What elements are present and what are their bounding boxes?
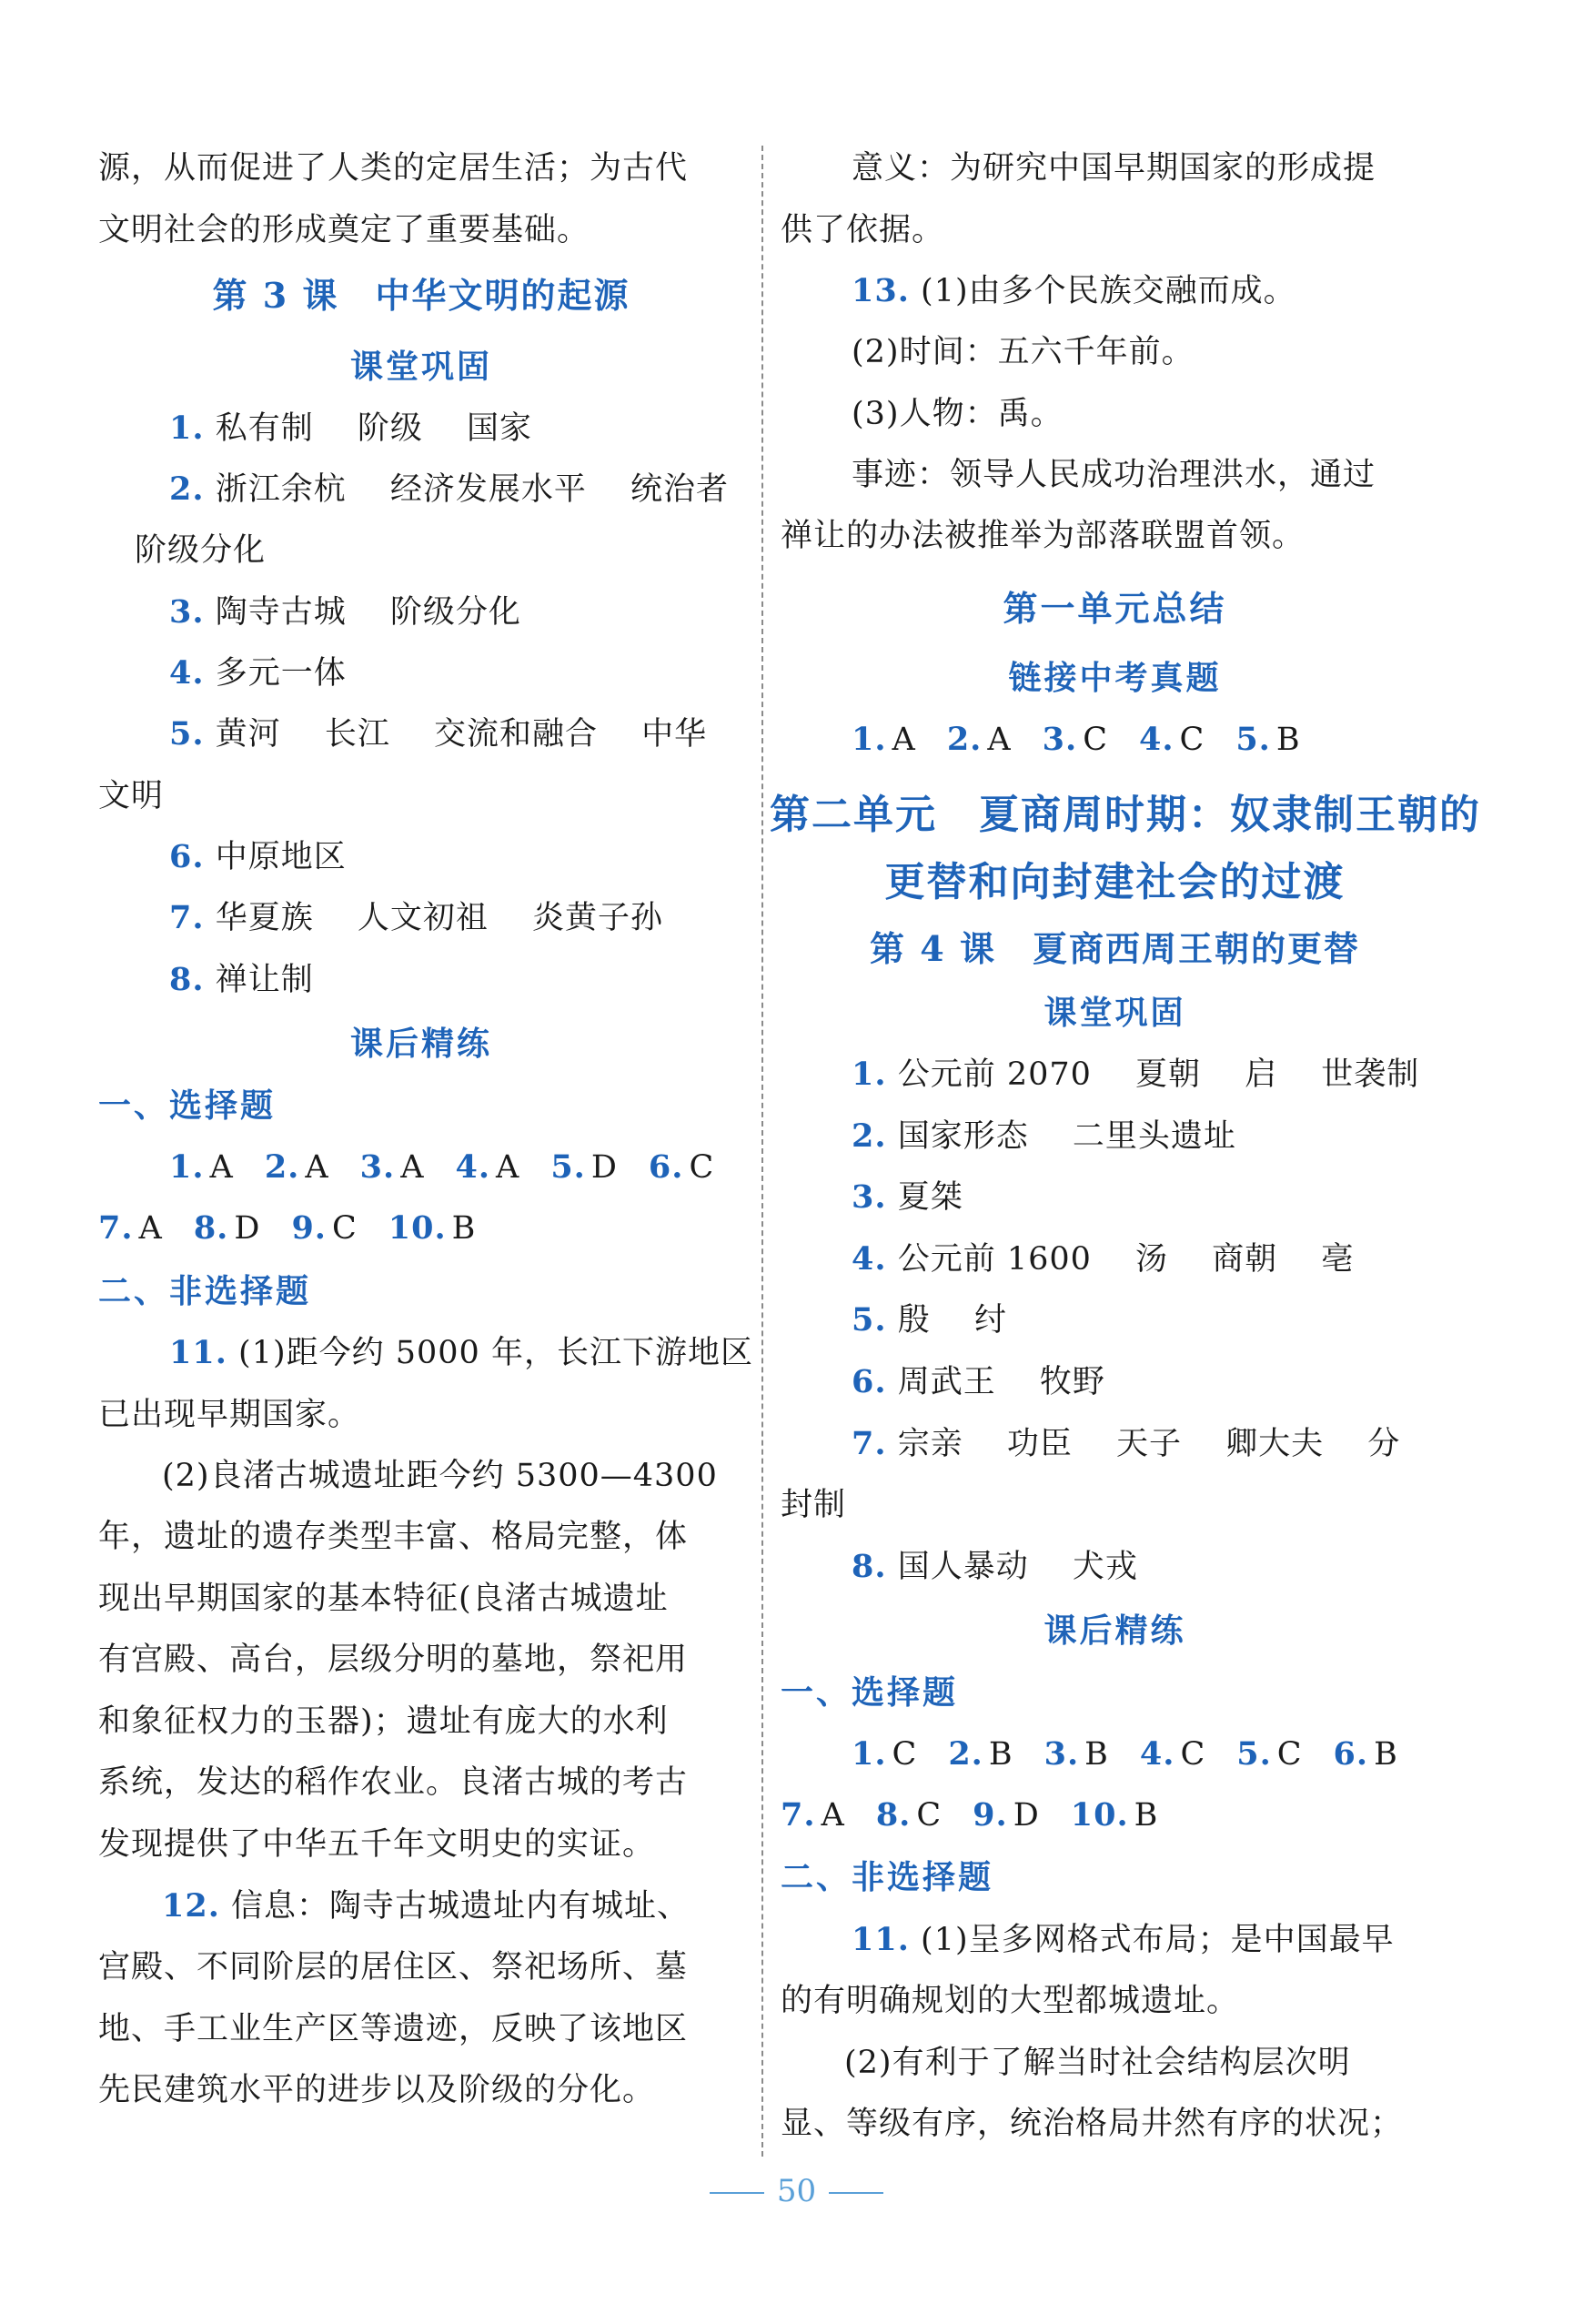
choice-answer (1071, 1797, 1159, 1834)
item-number: 1. (852, 1735, 887, 1773)
choice-answer (852, 722, 916, 758)
item-number: 1. (169, 1148, 205, 1186)
answer-letter: A (138, 1210, 163, 1247)
text-line: 现出早期国家的基本特征(良渚古城遗址 (98, 1581, 669, 1617)
section-ketang-title: 课堂巩固 (1044, 994, 1186, 1032)
choice-answer (194, 1210, 261, 1247)
choice-answer (291, 1210, 357, 1247)
answer-item (852, 1237, 1354, 1282)
item-number: 7. (98, 1209, 134, 1247)
answer-letter: D (234, 1210, 261, 1247)
answer-letter: A (496, 1149, 520, 1186)
text-line: 已出现早期国家。 (98, 1397, 361, 1433)
choice-answer (781, 1797, 845, 1834)
text-line: 供了依据。 (781, 212, 945, 248)
answer-letter: C (331, 1210, 358, 1247)
answer-item (852, 268, 1296, 314)
item-number: 2. (264, 1148, 300, 1186)
choice-answer (948, 1736, 1013, 1773)
item-number: 10. (388, 1209, 447, 1247)
choice-answer (947, 722, 1012, 758)
text-line: 宫殿、不同阶层的居住区、祭祀场所、墓 (98, 1949, 689, 1986)
answer-item (169, 895, 663, 941)
item-number: 4. (1139, 1735, 1175, 1773)
answer-item (169, 467, 729, 512)
choice-answer (973, 1797, 1040, 1834)
choice-answer (169, 1149, 234, 1186)
answer-item (852, 1544, 1138, 1590)
unit-2-title-line1: 第二单元 夏商周时期：奴隶制王朝的 (770, 792, 1481, 838)
item-number: 13. (852, 272, 910, 309)
answer-text: 陶寺古城 阶级分化 (215, 594, 521, 631)
page-number-dash-left (710, 2192, 764, 2194)
item-number: 5. (550, 1148, 586, 1186)
answer-text: 国人暴动 犬戎 (897, 1549, 1138, 1585)
answer-letter: C (916, 1797, 943, 1834)
choice-answer (1139, 722, 1205, 758)
answer-letter: A (892, 722, 916, 758)
column-divider (761, 146, 763, 2157)
answer-letter: A (987, 722, 1012, 758)
item-number: 4. (169, 654, 205, 692)
item-number: 8. (169, 961, 205, 998)
answer-letter: B (451, 1210, 477, 1247)
answer-letter: A (305, 1149, 329, 1186)
answer-text: 公元前 1600 汤 商朝 亳 (897, 1241, 1355, 1278)
text-line: 地、手工业生产区等遗迹，反映了该地区 (98, 2011, 689, 2047)
section-ketang-title: 课堂巩固 (349, 348, 492, 386)
answer-text: 信息：陶寺古城遗址内有城址、 (231, 1888, 691, 1925)
answer-letter: B (1374, 1736, 1398, 1773)
item-number: 4. (852, 1240, 887, 1278)
page-number-dash-right (829, 2192, 883, 2194)
text-line: 阶级分化 (135, 532, 267, 569)
unit-1-summary-title: 第一单元总结 (1003, 588, 1227, 629)
text-line: 封制 (781, 1487, 847, 1523)
answer-text: (1)距今约 5000 年，长江下游地区 (238, 1335, 753, 1371)
section-kehou-title: 课后精练 (349, 1025, 492, 1063)
answer-text: (1)由多个民族交融而成。 (921, 273, 1296, 309)
answer-letter: B (1275, 722, 1301, 758)
item-number: 11. (169, 1334, 227, 1371)
item-number: 11. (852, 1921, 910, 1958)
answer-letter: A (821, 1797, 845, 1834)
choice-answer (1140, 1736, 1205, 1773)
subsection-nonchoice-title: 二、非选择题 (98, 1272, 312, 1310)
text-line: 系统，发达的稻作农业。良渚古城的考古 (98, 1764, 689, 1801)
choice-answer (265, 1149, 329, 1186)
text-line: 的有明确规划的大型都城遗址。 (781, 1983, 1240, 2019)
item-number: 3. (359, 1148, 396, 1186)
answer-item (169, 834, 347, 880)
item-number: 2. (946, 721, 983, 758)
answer-item (169, 651, 347, 696)
answer-letter: C (1180, 1736, 1206, 1773)
text-line: 文明 (98, 778, 165, 814)
text-line: (3)人物：禹。 (852, 396, 1064, 432)
choice-answers-row (98, 1206, 507, 1251)
answer-letter: B (988, 1736, 1013, 1773)
item-number: 9. (973, 1796, 1008, 1834)
answer-text: 黄河 长江 交流和融合 中华 (215, 716, 708, 753)
answer-text: 中原地区 (215, 839, 347, 875)
text-line: (2)有利于了解当时社会结构层次明 (844, 2045, 1351, 2081)
answer-letter: B (1134, 1797, 1159, 1834)
choice-answer (876, 1797, 942, 1834)
answer-item (169, 712, 707, 757)
text-line: 源，从而促进了人类的定居生活；为古代 (98, 150, 689, 187)
text-line: 先民建筑水平的进步以及阶级的分化。 (98, 2072, 656, 2108)
page-number (0, 2173, 1593, 2209)
item-number: 8. (193, 1209, 229, 1247)
answer-item (169, 1330, 753, 1376)
item-number: 1. (169, 409, 205, 447)
answer-text: 宗亲 功臣 天子 卿大夫 分 (897, 1426, 1401, 1462)
text-line: 显、等级有序，统治格局井然有序的状况； (781, 2106, 1404, 2142)
choice-answer (550, 1149, 618, 1186)
answer-item (169, 406, 532, 451)
subsection-choice-title: 一、选择题 (98, 1086, 277, 1125)
choice-answer (1236, 1736, 1302, 1773)
answer-text: 殷 纣 (897, 1302, 1007, 1339)
answer-item (169, 957, 314, 1003)
text-line: 意义：为研究中国早期国家的形成提 (852, 150, 1376, 187)
choice-answer (1334, 1736, 1398, 1773)
choice-answers-row (852, 1732, 1429, 1777)
text-line: 年，遗址的遗存类型丰富、格局完整，体 (98, 1519, 689, 1555)
item-number: 2. (169, 470, 205, 508)
answer-letter: D (1013, 1797, 1040, 1834)
answer-text: (1)呈多网格式布局；是中国最早 (921, 1922, 1395, 1958)
answer-letter: C (1276, 1736, 1303, 1773)
item-number: 2. (852, 1117, 887, 1155)
unit-2-title-line2: 更替和向封建社会的过渡 (884, 859, 1346, 905)
item-number: 6. (1333, 1735, 1369, 1773)
lesson-4-title: 第 4 课 夏商西周王朝的更替 (870, 928, 1360, 969)
section-kehou-title: 课后精练 (1044, 1612, 1186, 1650)
item-number: 7. (169, 899, 205, 936)
item-number: 7. (852, 1425, 887, 1462)
choice-answers-row (781, 1793, 1189, 1838)
item-number: 1. (852, 1056, 887, 1093)
item-number: 9. (291, 1209, 327, 1247)
item-number: 3. (852, 1178, 887, 1216)
answer-text: 华夏族 人文初祖 炎黄子孙 (215, 900, 663, 936)
item-number: 12. (162, 1887, 220, 1925)
section-lianjie-title: 链接中考真题 (1008, 659, 1222, 697)
text-line: 事迹：领导人民成功治理洪水，通过 (852, 457, 1376, 493)
answer-letter: A (209, 1149, 234, 1186)
choice-answer (360, 1149, 425, 1186)
item-number: 4. (1138, 721, 1175, 758)
lesson-3-title: 第 3 课 中华文明的起源 (212, 275, 630, 316)
item-number: 2. (948, 1735, 983, 1773)
answer-text: 国家形态 二里头遗址 (897, 1118, 1236, 1155)
text-line: 禅让的办法被推举为部落联盟首领。 (781, 518, 1306, 554)
text-line: 发现提供了中华五千年文明史的实证。 (98, 1826, 656, 1863)
choice-answer (1043, 722, 1108, 758)
answer-letter: A (400, 1149, 425, 1186)
text-line: (2)良渚古城遗址距今约 5300—4300 (162, 1458, 718, 1494)
answer-item (852, 1359, 1105, 1405)
item-number: 5. (1235, 721, 1271, 758)
item-number: 1. (852, 721, 887, 758)
text-line: (2)时间：五六千年前。 (852, 334, 1195, 370)
choice-answers-row (169, 1145, 745, 1190)
page-number-text: 50 (776, 2173, 817, 2209)
text-line: 有宫殿、高台，层级分明的墓地，祭祀用 (98, 1642, 689, 1678)
answer-letter: D (590, 1149, 618, 1186)
item-number: 8. (875, 1796, 912, 1834)
item-number: 6. (648, 1148, 684, 1186)
answer-letter: C (1179, 722, 1205, 758)
answer-item (852, 1114, 1236, 1159)
item-number: 4. (455, 1148, 491, 1186)
answer-text: 夏桀 (897, 1179, 963, 1216)
item-number: 6. (169, 838, 205, 875)
answer-text: 浙江余杭 经济发展水平 统治者 (215, 471, 729, 508)
choice-answer (455, 1149, 519, 1186)
text-line: 文明社会的形成奠定了重要基础。 (98, 212, 590, 248)
answer-item (852, 1298, 1007, 1343)
item-number: 5. (1236, 1735, 1272, 1773)
choice-answer (649, 1149, 714, 1186)
text-line: 和象征权力的玉器)；遗址有庞大的水利 (98, 1703, 669, 1740)
answer-item (162, 1884, 690, 1929)
item-number: 3. (1042, 721, 1078, 758)
answer-letter: B (1084, 1736, 1109, 1773)
answer-item (852, 1917, 1395, 1963)
choice-answer (98, 1210, 163, 1247)
choice-answer (852, 1736, 917, 1773)
answer-text: 周武王 牧野 (897, 1364, 1105, 1400)
answer-item (852, 1175, 963, 1220)
item-number: 6. (852, 1363, 887, 1400)
choice-answers-row (852, 717, 1332, 763)
answer-item (852, 1421, 1400, 1467)
choice-answer (1235, 722, 1300, 758)
answer-letter: C (892, 1736, 918, 1773)
answer-item (169, 590, 521, 635)
item-number: 5. (852, 1301, 887, 1339)
item-number: 8. (852, 1548, 887, 1585)
subsection-nonchoice-title: 二、非选择题 (781, 1858, 994, 1896)
answer-text: 公元前 2070 夏朝 启 世袭制 (897, 1056, 1420, 1093)
choice-answer (1044, 1736, 1109, 1773)
item-number: 7. (781, 1796, 816, 1834)
item-number: 3. (169, 593, 205, 631)
item-number: 10. (1070, 1796, 1129, 1834)
answer-letter: C (1083, 722, 1108, 758)
answer-item (852, 1052, 1419, 1097)
choice-answer (388, 1210, 477, 1247)
answer-text: 多元一体 (215, 655, 347, 692)
item-number: 5. (169, 715, 205, 753)
item-number: 3. (1044, 1735, 1080, 1773)
answer-text: 禅让制 (215, 962, 314, 998)
answer-letter: C (689, 1149, 715, 1186)
subsection-choice-title: 一、选择题 (781, 1673, 959, 1712)
answer-text: 私有制 阶级 国家 (215, 410, 532, 447)
